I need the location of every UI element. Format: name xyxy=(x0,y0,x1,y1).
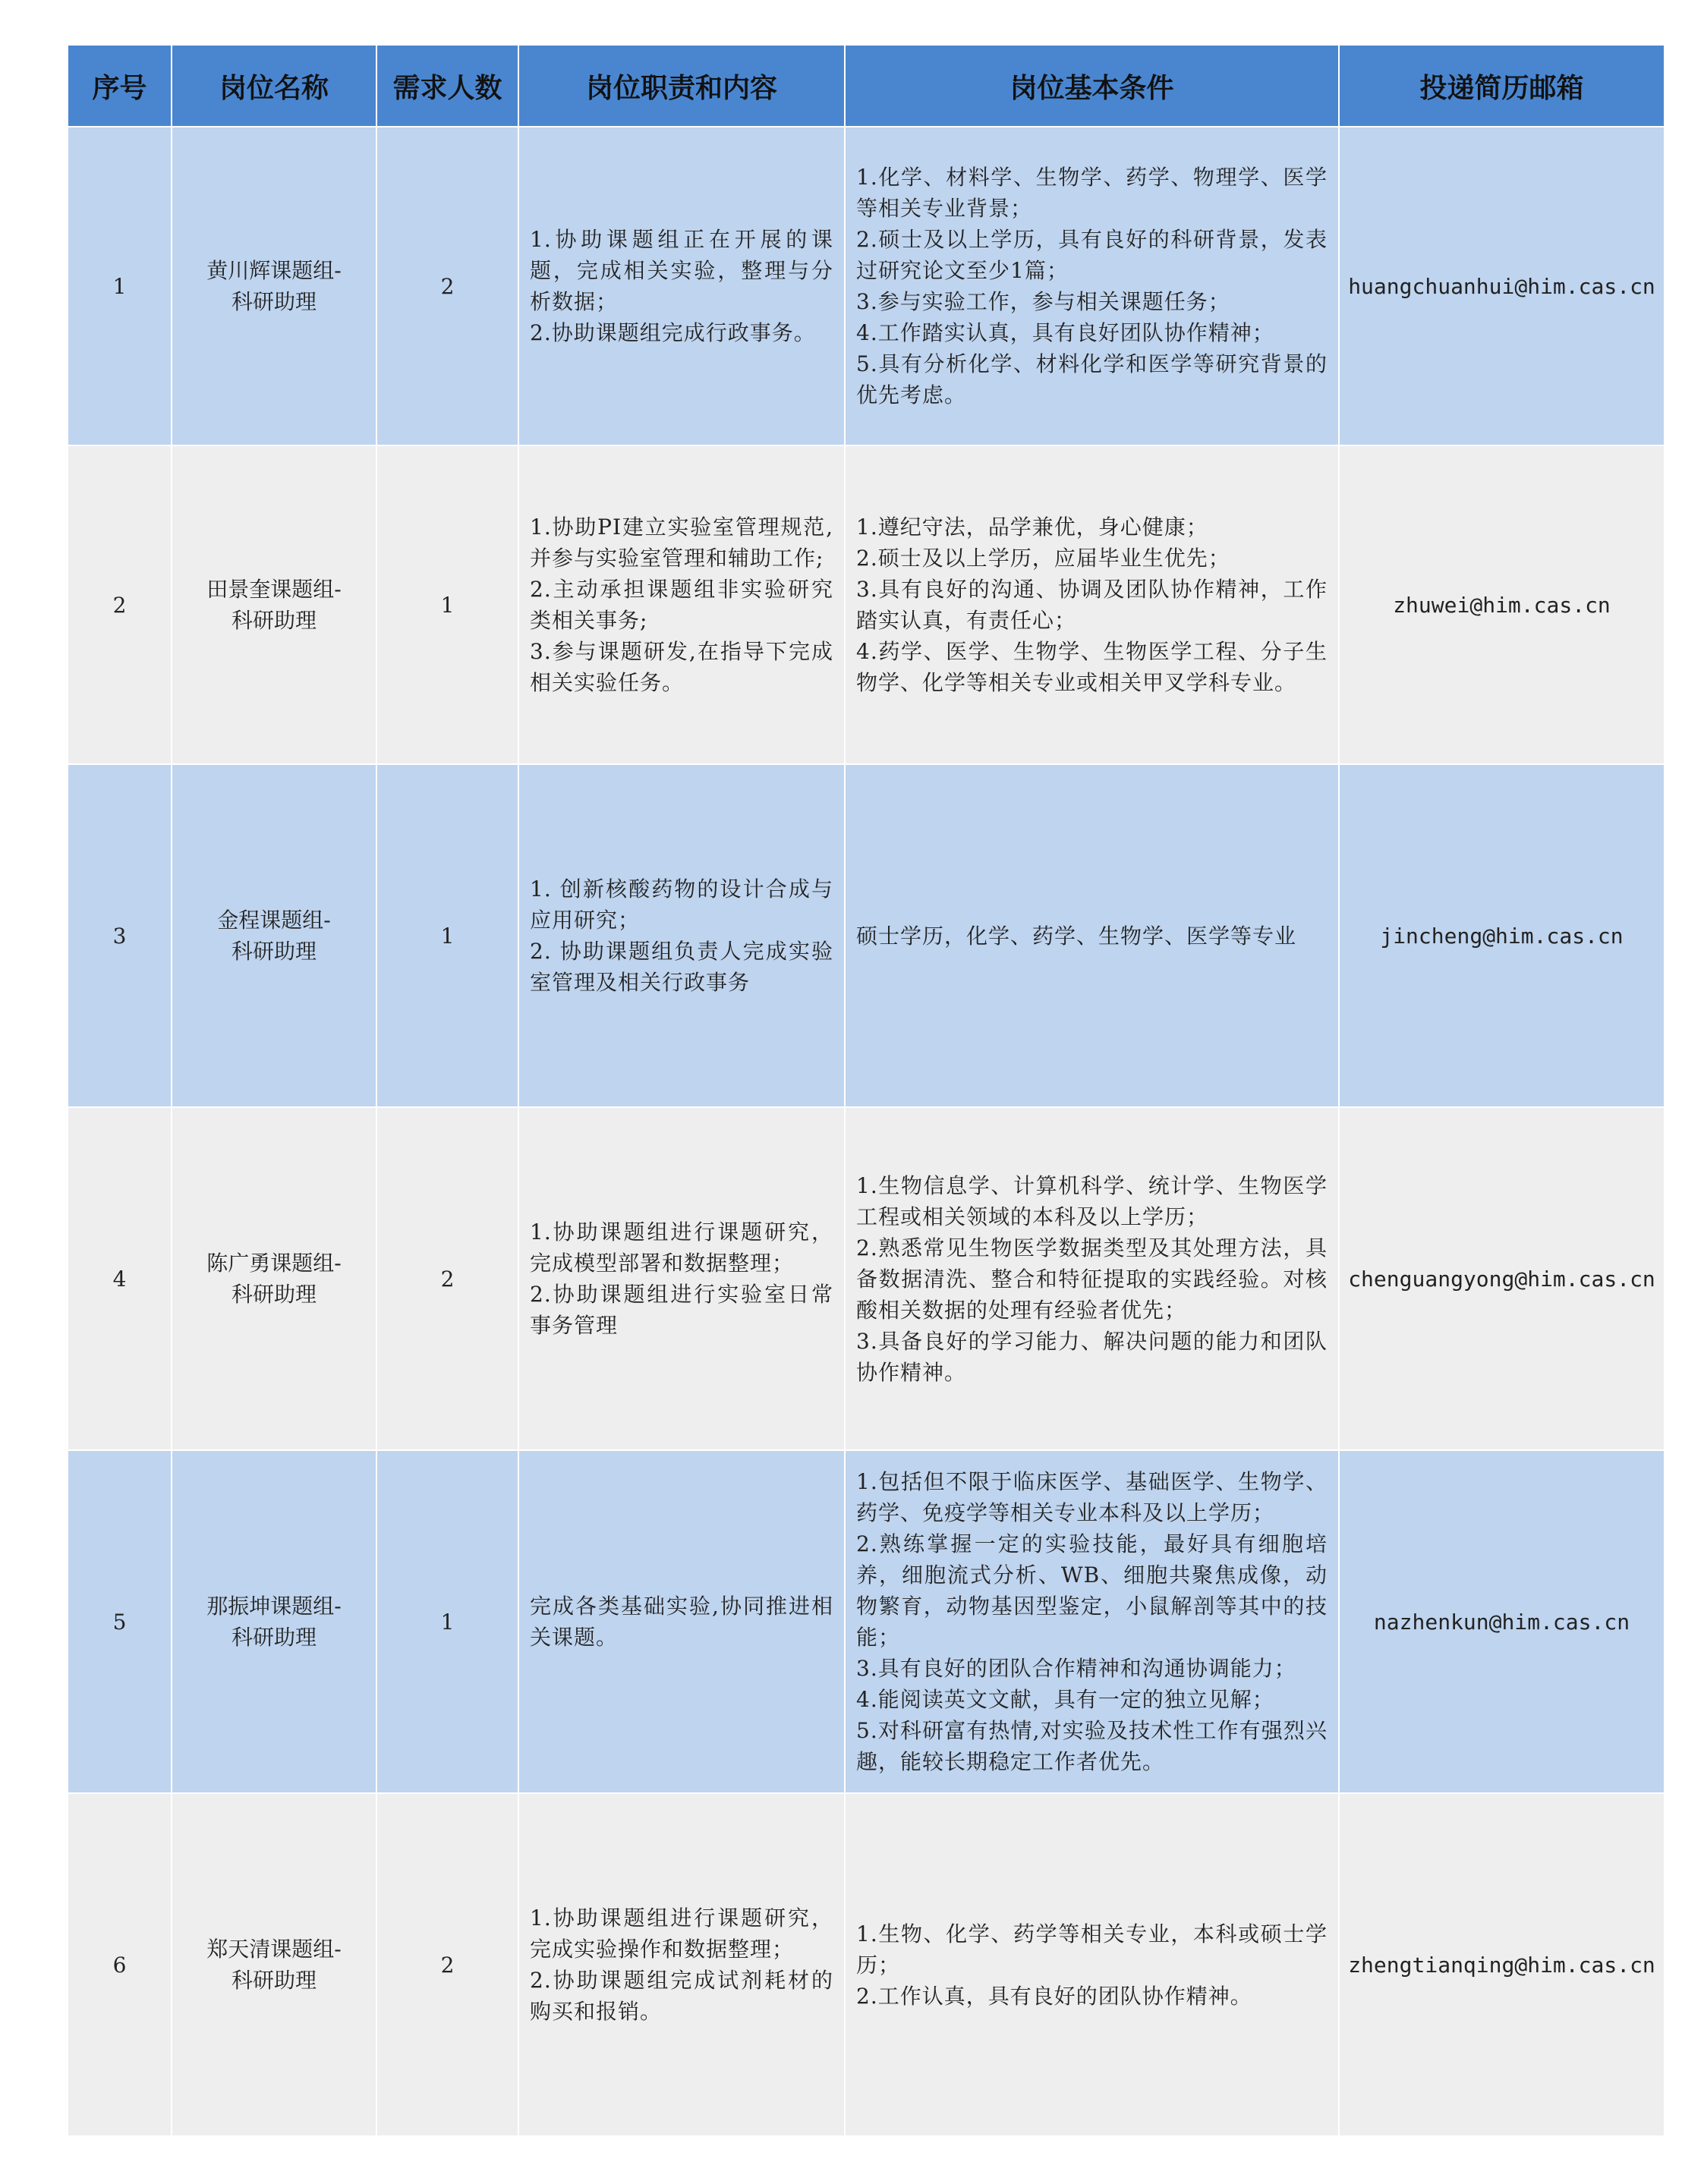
row-duties: 1.协助课题组进行课题研究，完成实验操作和数据整理； 2.协助课题组完成试剂耗材的购买和报销。 xyxy=(518,1793,845,2136)
position-title: 科研助理 xyxy=(231,289,317,314)
row-email[interactable]: jincheng@him.cas.cn xyxy=(1339,764,1665,1107)
row-requirements: 1.化学、材料学、生物学、药学、物理学、医学等相关专业背景； 2.硕士及以上学历，具有良好的科研背景，发表过研究论文至少1篇； 3.参与实验工作，参与相关课题任务； 4.工作踏实认真，具有良好团队协作精神； 5.具有分析化学、材料化学和医学等研究背景的优先考虑。 xyxy=(845,127,1339,445)
row-duties: 完成各类基础实验,协同推进相关课题。 xyxy=(518,1450,845,1793)
row-count: 2 xyxy=(376,1107,518,1450)
row-count: 2 xyxy=(376,1793,518,2136)
row-requirements: 1.包括但不限于临床医学、基础医学、生物学、药学、免疫学等相关专业本科及以上学历； 2.熟练掌握一定的实验技能，最好具有细胞培养，细胞流式分析、WB、细胞共聚焦成像，动物繁育，动物基因型鉴定，小鼠解剖等其中的技能； 3.具有良好的团队合作精神和沟通协调能力； 4.能阅读英文文献，具有一定的独立见解； 5.对科研富有热情,对实验及技术性工作有强烈兴趣，能较长期稳定工作者优先。 xyxy=(845,1450,1339,1793)
position-name: 金程课题组- xyxy=(217,908,331,933)
row-email[interactable]: zhengtianqing@him.cas.cn xyxy=(1339,1793,1665,2136)
row-count: 2 xyxy=(376,127,518,445)
position-name: 郑天清课题组- xyxy=(206,1937,342,1962)
row-email[interactable]: chenguangyong@him.cas.cn xyxy=(1339,1107,1665,1450)
table-row xyxy=(68,1107,1665,1450)
row-count: 1 xyxy=(376,445,518,764)
position-title: 科研助理 xyxy=(231,939,317,964)
row-email[interactable]: nazhenkun@him.cas.cn xyxy=(1339,1450,1665,1793)
position-title: 科研助理 xyxy=(231,1282,317,1307)
header-index: 序号 xyxy=(68,45,172,127)
row-position xyxy=(172,1107,376,1450)
position-name: 那振坤课题组- xyxy=(206,1594,342,1619)
header-count: 需求人数 xyxy=(376,45,518,127)
header-requirements: 岗位基本条件 xyxy=(845,45,1339,127)
row-count: 1 xyxy=(376,1450,518,1793)
row-index: 6 xyxy=(68,1793,172,2136)
header-email: 投递简历邮箱 xyxy=(1339,45,1665,127)
table-row xyxy=(68,1793,1665,2136)
table-header xyxy=(68,45,1665,127)
row-duties: 1.协助课题组进行课题研究，完成模型部署和数据整理； 2.协助课题组进行实验室日常事务管理 xyxy=(518,1107,845,1450)
row-position xyxy=(172,127,376,445)
row-requirements: 1.生物信息学、计算机科学、统计学、生物医学工程或相关领域的本科及以上学历； 2.熟悉常见生物医学数据类型及其处理方法，具备数据清洗、整合和特征提取的实践经验。对核酸相关数据的处理有经验者优先； 3.具备良好的学习能力、解决问题的能力和团队协作精神。 xyxy=(845,1107,1339,1450)
row-index: 1 xyxy=(68,127,172,445)
row-duties: 1.协助PI建立实验室管理规范,并参与实验室管理和辅助工作; 2.主动承担课题组非实验研究类相关事务; 3.参与课题研发,在指导下完成相关实验任务。 xyxy=(518,445,845,764)
row-position xyxy=(172,764,376,1107)
header-position: 岗位名称 xyxy=(172,45,376,127)
row-requirements: 硕士学历，化学、药学、生物学、医学等专业 xyxy=(845,764,1339,1107)
position-title: 科研助理 xyxy=(231,1625,317,1650)
table-row xyxy=(68,1450,1665,1793)
row-index: 5 xyxy=(68,1450,172,1793)
row-email[interactable]: zhuwei@him.cas.cn xyxy=(1339,445,1665,764)
position-title: 科研助理 xyxy=(231,608,317,633)
row-index: 2 xyxy=(68,445,172,764)
row-requirements: 1.遵纪守法，品学兼优，身心健康； 2.硕士及以上学历，应届毕业生优先； 3.具有良好的沟通、协调及团队协作精神，工作踏实认真，有责任心； 4.药学、医学、生物学、生物医学工程、分子生物学、化学等相关专业或相关甲叉学科专业。 xyxy=(845,445,1339,764)
row-position xyxy=(172,1793,376,2136)
row-position xyxy=(172,1450,376,1793)
table-row xyxy=(68,445,1665,764)
position-name: 陈广勇课题组- xyxy=(206,1251,342,1276)
row-email[interactable]: huangchuanhui@him.cas.cn xyxy=(1339,127,1665,445)
position-title: 科研助理 xyxy=(231,1968,317,1993)
table-row xyxy=(68,764,1665,1107)
table-body xyxy=(68,127,1665,2136)
position-name: 黄川辉课题组- xyxy=(206,258,342,283)
position-name: 田景奎课题组- xyxy=(206,577,342,602)
row-count: 1 xyxy=(376,764,518,1107)
row-requirements: 1.生物、化学、药学等相关专业，本科或硕士学历； 2.工作认真，具有良好的团队协作精神。 xyxy=(845,1793,1339,2136)
table-row xyxy=(68,127,1665,445)
row-index: 4 xyxy=(68,1107,172,1450)
header-duties: 岗位职责和内容 xyxy=(518,45,845,127)
row-index: 3 xyxy=(68,764,172,1107)
row-position xyxy=(172,445,376,764)
header-row xyxy=(68,45,1665,127)
recruitment-table xyxy=(67,44,1665,2137)
row-duties: 1.协助课题组正在开展的课题，完成相关实验，整理与分析数据； 2.协助课题组完成行政事务。 xyxy=(518,127,845,445)
row-duties: 1. 创新核酸药物的设计合成与应用研究； 2. 协助课题组负责人完成实验室管理及相关行政事务 xyxy=(518,764,845,1107)
